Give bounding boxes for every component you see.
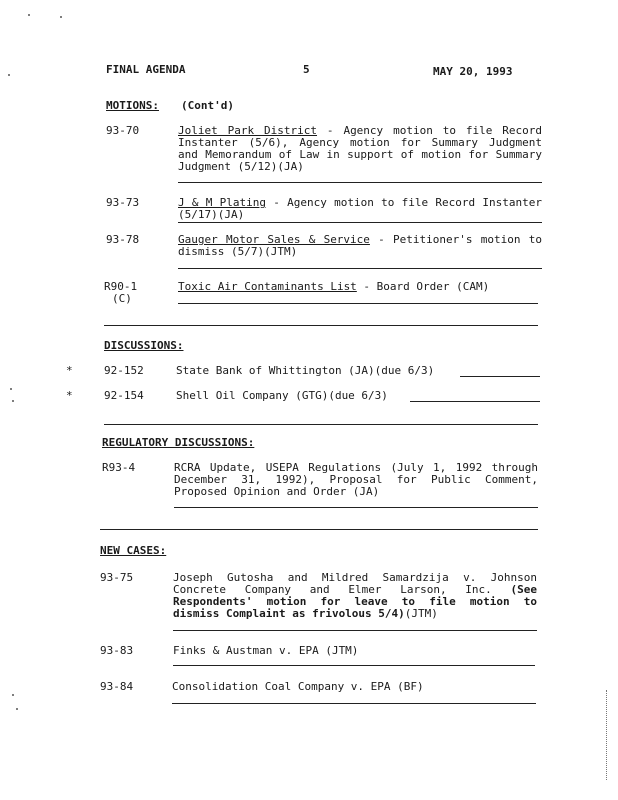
case-text: Joseph Gutosha and Mildred Samardzija v. Johnson Concrete Company and Elmer Larson, Inc. xyxy=(173,571,537,596)
case-entry xyxy=(173,572,537,620)
case-note: (See Respondents' motion for leave to file motion to dismiss Complaint as frivolous 5/4) xyxy=(173,583,537,620)
motion-title: Gauger Motor Sales & Service xyxy=(178,233,370,246)
motion-entry xyxy=(178,197,542,221)
motion-text: - Agency motion to file Record Instanter (5/17)(JA) xyxy=(178,196,543,221)
section-rule xyxy=(100,529,538,530)
regulatory-number: R93-4 xyxy=(102,461,136,474)
scan-speck xyxy=(12,694,14,696)
motion-entry xyxy=(178,281,542,293)
motion-title: Toxic Air Contaminants List xyxy=(178,280,357,293)
discussion-number: 92-154 xyxy=(104,389,144,402)
scan-speck xyxy=(10,388,12,390)
discussion-text: State Bank of Whittington (JA)(due 6/3) xyxy=(176,364,435,377)
rule xyxy=(178,268,542,269)
motion-text: - Board Order (CAM) xyxy=(356,280,490,293)
rule xyxy=(174,507,538,508)
motion-entry xyxy=(178,125,542,173)
case-text: Consolidation Coal Company v. EPA (BF) xyxy=(172,680,424,693)
motion-number: 93-73 xyxy=(106,196,140,209)
case-number: 93-84 xyxy=(100,680,134,693)
rule xyxy=(173,630,537,631)
motions-contd: (Cont'd) xyxy=(181,99,234,112)
motion-text: - Agency motion to file Record Instanter (5/6), Agency motion for Summary Judgment and Memorandum of Law in support of motion for Summary Judgment (5/12)(JA) xyxy=(178,124,542,173)
regulatory-text: RCRA Update, USEPA Regulations (July 1, 1992 through December 31, 1992), Proposal for Public Comment, Proposed Opinion and Order (JA) xyxy=(174,461,538,498)
motion-entry xyxy=(178,234,542,258)
case-text: Finks & Austman v. EPA (JTM) xyxy=(173,644,359,657)
motion-number: R90-1 xyxy=(104,280,138,293)
discussion-text: Shell Oil Company (GTG)(due 6/3) xyxy=(176,389,388,402)
new-cases-heading: NEW CASES: xyxy=(100,544,167,557)
motion-number: 93-78 xyxy=(106,233,140,246)
section-rule xyxy=(104,325,538,326)
scan-speck xyxy=(8,74,10,76)
scan-edge-mark xyxy=(606,690,607,780)
scan-speck xyxy=(28,14,30,16)
case-tail: (JTM) xyxy=(404,607,438,620)
rule xyxy=(178,303,538,304)
motions-heading: MOTIONS: xyxy=(106,99,159,112)
scan-speck xyxy=(12,400,14,402)
discussion-number: 92-152 xyxy=(104,364,144,377)
motion-number-sub: (C) xyxy=(112,292,132,305)
header-date: MAY 20, 1993 xyxy=(433,65,513,78)
section-rule xyxy=(104,424,538,425)
rule xyxy=(173,665,535,666)
rule xyxy=(178,182,542,183)
rule xyxy=(172,703,536,704)
discussions-heading: DISCUSSIONS: xyxy=(104,339,184,352)
motion-title: Joliet Park District xyxy=(178,124,318,137)
header-title: FINAL AGENDA xyxy=(106,63,186,76)
scan-speck xyxy=(16,708,18,710)
case-number: 93-83 xyxy=(100,644,134,657)
rule xyxy=(178,222,542,223)
motion-title: J & M Plating xyxy=(178,196,267,209)
rule xyxy=(460,376,540,377)
motion-number: 93-70 xyxy=(106,124,140,137)
priority-marker: * xyxy=(66,364,73,377)
scan-speck xyxy=(60,16,62,18)
rule xyxy=(410,401,540,402)
priority-marker: * xyxy=(66,389,73,402)
motion-text: - Petitioner's motion to dismiss (5/7)(JTM) xyxy=(178,233,542,258)
regulatory-heading: REGULATORY DISCUSSIONS: xyxy=(102,436,255,449)
case-number: 93-75 xyxy=(100,571,134,584)
page-number: 5 xyxy=(303,63,310,76)
